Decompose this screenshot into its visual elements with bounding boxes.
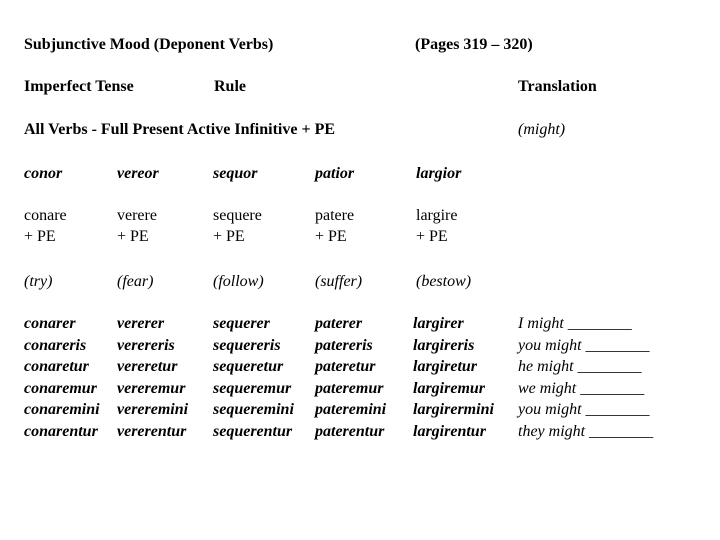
form: sequeremur <box>213 379 292 397</box>
infinitive-suffix: + PE <box>416 228 448 245</box>
translation-heading: Translation <box>518 78 597 95</box>
translation-line: he might ________ <box>518 358 642 375</box>
form: sequeremini <box>213 401 294 418</box>
page-title: Subjunctive Mood (Deponent Verbs) <box>24 36 274 53</box>
infinitive-suffix: + PE <box>213 228 245 245</box>
rule-heading: Rule <box>214 78 246 95</box>
infinitive-text: verere <box>117 207 157 224</box>
verb-infinitive <box>213 205 262 247</box>
form: conarentur <box>24 422 98 440</box>
form: largirentur <box>413 422 486 440</box>
verb-infinitive <box>416 205 457 247</box>
verb-meaning: (bestow) <box>416 273 472 290</box>
form: verereris <box>117 336 175 354</box>
form: paterer <box>315 315 363 332</box>
translation-list <box>518 313 653 442</box>
form: conarer <box>24 315 76 332</box>
form: patereris <box>315 336 373 354</box>
verb-meaning: (follow) <box>213 273 264 290</box>
form: largirermini <box>413 401 494 418</box>
form: vereremur <box>117 379 186 397</box>
infinitive-suffix: + PE <box>24 228 56 245</box>
verb-lemma: patior <box>315 165 355 182</box>
verb-forms <box>315 313 386 442</box>
form: sequerentur <box>213 422 293 440</box>
translation-line: I might ________ <box>518 315 632 332</box>
form: vererentur <box>117 422 187 440</box>
form: largiremur <box>413 379 486 397</box>
verb-meaning: (suffer) <box>315 273 363 290</box>
form: conaretur <box>24 358 89 375</box>
form: vereretur <box>117 358 178 375</box>
verb-forms <box>413 313 494 442</box>
form: conaremur <box>24 379 97 397</box>
verb-infinitive <box>315 205 354 247</box>
form: largiretur <box>413 358 478 375</box>
translation-line: they might ________ <box>518 422 654 440</box>
tense-heading: Imperfect Tense <box>24 78 134 95</box>
translation-line: you might ________ <box>518 401 650 418</box>
infinitive-text: patere <box>315 207 355 224</box>
translation-line: you might ________ <box>518 336 650 354</box>
rule-statement: All Verbs - Full Present Active Infinitive + PE <box>24 121 336 138</box>
infinitive-suffix: + PE <box>315 228 347 245</box>
verb-infinitive <box>24 205 67 247</box>
form: largirer <box>413 315 464 332</box>
form: pateremur <box>315 379 384 397</box>
form: conaremini <box>24 401 100 418</box>
form: vereremini <box>117 401 189 418</box>
page-reference: (Pages 319 – 320) <box>415 36 533 53</box>
verb-lemma: conor <box>24 165 63 182</box>
form: sequereris <box>213 336 281 354</box>
infinitive-text: largire <box>416 207 458 224</box>
verb-infinitive <box>117 205 157 247</box>
form: paterentur <box>315 422 385 440</box>
translation-line: we might ________ <box>518 379 645 397</box>
verb-forms <box>117 313 188 442</box>
form: pateremini <box>315 401 387 418</box>
verb-forms <box>24 313 100 442</box>
form: largireris <box>413 336 475 354</box>
translation-hint: (might) <box>518 121 566 138</box>
form: sequerer <box>213 315 270 332</box>
infinitive-text: sequere <box>213 207 262 224</box>
form: sequeretur <box>213 358 284 375</box>
verb-forms <box>213 313 294 442</box>
infinitive-text: conare <box>24 207 67 224</box>
verb-meaning: (try) <box>24 273 53 290</box>
verb-lemma: largior <box>416 165 462 182</box>
verb-lemma: vereor <box>117 165 159 182</box>
form: pateretur <box>315 358 376 375</box>
form: conareris <box>24 336 87 354</box>
form: vererer <box>117 315 165 332</box>
verb-lemma: sequor <box>213 165 258 182</box>
verb-meaning: (fear) <box>117 273 154 290</box>
infinitive-suffix: + PE <box>117 228 149 245</box>
